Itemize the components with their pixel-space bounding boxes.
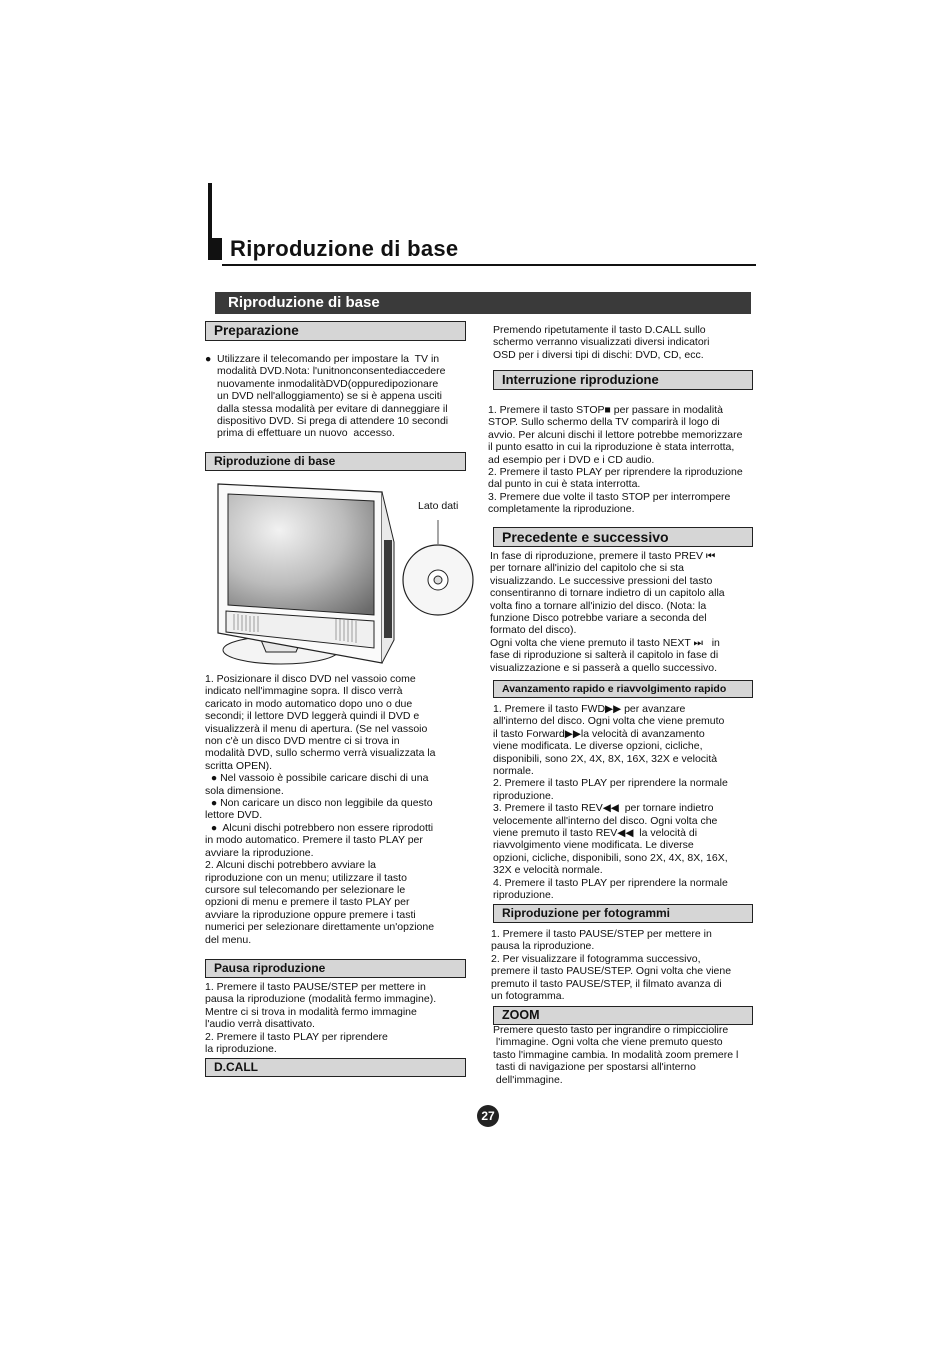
fotogrammi-text: 1. Premere il tasto PAUSE/STEP per mettere in pausa la riproduzione. 2. Per visualizzare il fotogramma successivo, premere il tasto PAUSE/STEP. Ogni volta che viene premuto il tasto PAUSE/STEP, il filmato avanza di un fotogramma.: [491, 928, 732, 1003]
interruzione-heading: Interruzione riproduzione: [493, 370, 753, 390]
riproduzione-heading: Riproduzione di base: [205, 452, 466, 471]
avanzamento-text: 1. Premere il tasto FWD▶▶ per avanzare all'interno del disco. Ogni volta che viene premuto il tasto Forward▶▶la velocità di avanzamento viene modificata. Le diverse opzioni, cicliche, disponibili, sono 2X, 4X, 8X, 16X, 32X e velocità normale. 2. Premere il tasto PLAY per riprendere la normale riproduzione. 3. Premere il tasto REV◀◀ per tornare indietro velocemente all'interno del disco. Ogni volta che viene premuto il tasto REV◀◀ la velocità di riavvolgimento viene modificata. Le diverse opzioni, cicliche, disponibili, sono 2X, 4X, 8X, 16X, 32X e velocità normale. 4. Premere il tasto PLAY per riprendere la normale riproduzione.: [493, 703, 728, 902]
preparazione-bullet: ●: [205, 353, 212, 365]
title-accent-block: [208, 238, 222, 260]
section-banner: Riproduzione di base: [215, 292, 751, 314]
title-rule: [222, 264, 756, 266]
page-number: 27: [477, 1105, 499, 1127]
preparazione-heading: Preparazione: [205, 321, 466, 341]
precedente-heading: Precedente e successivo: [493, 527, 753, 547]
pausa-text: 1. Premere il tasto PAUSE/STEP per mettere in pausa la riproduzione (modalità fermo immagine). Mentre ci si trova in modalità fermo immagine l'audio verrà disattivato. 2. Premere il tasto PLAY per riprendere la riproduzione.: [205, 981, 437, 1056]
avanzamento-heading: Avanzamento rapido e riavvolgimento rapido: [493, 680, 753, 698]
fotogrammi-heading: Riproduzione per fotogrammi: [493, 904, 753, 923]
dcall-heading: D.CALL: [205, 1058, 466, 1077]
preparazione-text: Utilizzare il telecomando per impostare la TV in modalità DVD.Nota: l'unitnonconsentediaccedere nuovamente inmodalitàDVD(oppuredipozionare un DVD nell'alloggiamento) se si è appena usciti dalla stessa modalità per evitare di danneggiare il dispositivo DVD. Si prega di attendere 10 secondi prima di effettuare un nuovo accesso.: [217, 353, 449, 440]
zoom-text: Premere questo tasto per ingrandire o rimpicciolire l'immagine. Ogni volta che viene premuto questo tasto l'immagine cambia. In modalità zoom premere l tasti di navigazione per spostarsi all'interno dell'immagine.: [493, 1024, 739, 1086]
zoom-heading: ZOOM: [493, 1006, 753, 1025]
pausa-heading: Pausa riproduzione: [205, 959, 466, 978]
interruzione-text: 1. Premere il tasto STOP■ per passare in modalità STOP. Sullo schermo della TV comparirà il logo di avvio. Per alcuni dischi il lettore potrebbe memorizzare il punto esatto in cui la riproduzione è stata interrotta, ad esempio per i DVD e i CD audio. 2. Premere il tasto PLAY per riprendere la riproduzione dal punto in cui è stata interrotta. 3. Premere due volte il tasto STOP per interrompere completamente la riproduzione.: [488, 404, 743, 516]
dcall-text: Premendo ripetutamente il tasto D.CALL sullo schermo verranno visualizzati diversi indicatori OSD per i diversi tipi di dischi: DVD, CD, ecc.: [493, 324, 710, 361]
precedente-text: In fase di riproduzione, premere il tasto PREV ⏮ per tornare all'inizio del capitolo che si sta visualizzando. Le successive pressioni del tasto consentiranno di tornare indietro di un capitolo alla volta fino a tornare all'inizio del disco. (Nota: la funzione Disco potrebbe variare a seconda del formato del disco). Ogni volta che viene premuto il tasto NEXT ⏭ in fase di riproduzione si salterà il capitolo in fase di visualizzazione e si passerà a quello successivo.: [490, 550, 725, 674]
riproduzione-text: 1. Posizionare il disco DVD nel vassoio come indicato nell'immagine sopra. Il disco verrà caricato in modo automatico dopo uno o due secondi; il lettore DVD leggerà quindi il DVD e visualizzerà il menu di apertura. (Se nel vassoio non c'è un disco DVD mentre ci si trova in modalità DVD, sullo schermo verrà visualizzata la scritta OPEN). ● Nel vassoio è possibile caricare dischi di una sola dimensione. ● Non caricare un disco non leggibile da questo lettore DVD. ● Alcuni dischi potrebbero non essere riprodotti in modo automatico. Premere il tasto PLAY per avviare la riproduzione. 2. Alcuni dischi potrebbero avviare la riproduzione con un menu; utilizzare il tasto cursore sul telecomando per selezionare le opzioni di menu e premere il tasto PLAY per avviare la riproduzione oppure premere i tasti numerici per selezionare direttamente un'opzione del menu.: [205, 673, 436, 946]
page-title: Riproduzione di base: [230, 236, 459, 261]
figure-label: Lato dati: [418, 500, 459, 512]
